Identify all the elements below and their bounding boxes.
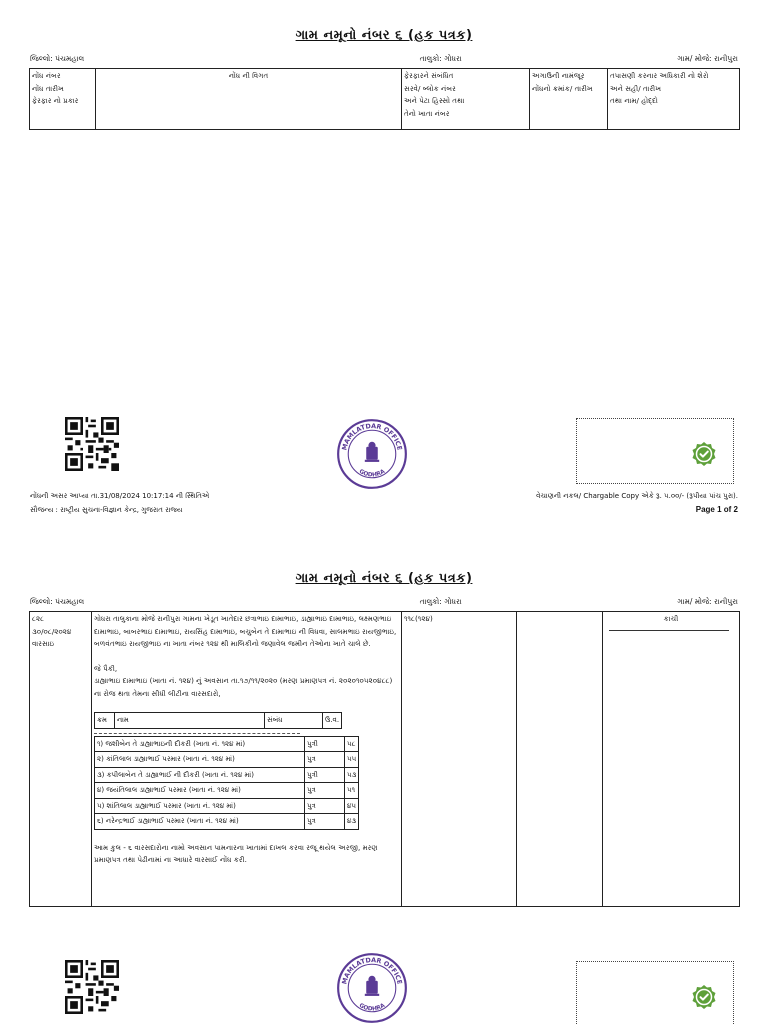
heir-relation: પુત્ર — [305, 783, 345, 799]
district-label: જિલ્લો: પંચમહાલ — [30, 54, 85, 63]
entry-survey-number: ૧૧૮(૧૨૪) — [402, 612, 517, 907]
col-officer-remarks: તપાસણી કરનાર અધિકારી નો શેરો અને સહી/ તારીખ તથા નામ/ હોદ્દો — [608, 69, 740, 130]
seal-bottom-text: GODHRA — [357, 468, 387, 479]
heir-age: ૪૩ — [345, 814, 359, 830]
entry-previous-rejected — [517, 612, 603, 907]
district-label-2: જિલ્લો: પંચમહાલ — [30, 597, 85, 606]
heirs-list — [94, 736, 359, 830]
village-label-2: ગામ/ મોજે: રાનીપુરા — [677, 597, 738, 606]
heirs-header-age: ઉ.વ. — [323, 713, 342, 729]
page-number: Page 1 of 2 — [695, 505, 738, 514]
heir-name: ૨) કાંતિલાલ ડાહ્યાભાઈ પરમાર (ખાતા નં. ૧૨૪ માં) — [95, 752, 305, 768]
seal-bottom-text-2: GODHRA — [357, 1002, 387, 1013]
entry-details — [92, 612, 402, 907]
heirs-header-name: નામ — [115, 713, 265, 729]
table-row — [95, 783, 359, 799]
status-underline — [609, 630, 729, 631]
heirs-header-relation: સંબંધ — [265, 713, 323, 729]
qr-code-icon — [65, 417, 119, 471]
heir-name: ૬) નરેન્દ્રભાઈ ડાહ્યાભાઈ પરમાર (ખાતા નં. ૧૨૪ માં) — [95, 814, 305, 830]
table-row — [95, 798, 359, 814]
heir-age: ૫૧ — [345, 783, 359, 799]
footer-courtesy-text: સૌજન્ય : રાષ્ટ્રીય સુચના-વિજ્ઞાન કેન્દ્ર, ગુજરાત રાજ્ય — [30, 506, 183, 514]
verified-check-icon — [691, 441, 717, 467]
entry-paragraph-2: જે પૈકી, ડાહ્યાભાઇ દામાભાઇ (ખાતા નં. ૧૨૪) નું અવસાન તા.૧૭/૧૧/૨૦૨૦ (મરણ પ્રમાણપત્ર નં. ૨૦૨૦૧૦૫૨૦૪૮૮) ના રોજ થતા તેમના સીધી લીટીના વારસદારો, — [94, 663, 393, 698]
entry-officer-remarks — [603, 612, 740, 907]
heir-name: ૩) કપીલાબેન તે ડાહ્યાભાઈ ની દીકરી (ખાતા નં. ૧૨૪ માં) — [95, 767, 305, 783]
heirs-header-serial: ક્રમ — [95, 713, 115, 729]
page-title-2: ગામ નમૂનો નંબર ૬ (હક પત્રક) — [295, 571, 473, 586]
mamlatdar-seal-icon-2 — [336, 952, 408, 1024]
footer-copy-text: વેચાણની નકલ/ Chargable Copy એકે રૂ. ૫.૦૦/- (રૂપીયા પાંચ પુરા). — [536, 492, 738, 500]
table-row — [95, 752, 359, 768]
mamlatdar-seal-icon — [336, 418, 408, 490]
entry-paragraph-1: ગોધરા તાલુકાના મોજે રાનીપુરા ગામના ખેડૂત ખાતેદાર છત્રાભાઇ દામાભાઇ, ડાહ્યાભાઇ દામાભાઇ, લક્ષ્મણભાઇ દામાભાઇ, બાબરભાઇ દામાભાઇ, રાયસિંહ દામાભાઇ, બચુબેન તે દામાભાઇ ની વિધવા, સાલમભાઇ રાયજીભાઇ, બળવંતભાઇ રાયજીભાઇ ના ખાતા નંબર ૧૨૪ થી માલિકીનો જણાવેલ જમીન તેઓના ખાતે ચાલે છે. — [94, 614, 397, 648]
table-row — [95, 767, 359, 783]
heir-age: ૪૫ — [345, 798, 359, 814]
heir-name: ૪) જયંતિલાલ ડાહ્યાભાઈ પરમાર (ખાતા નં. ૧૨૪ માં) — [95, 783, 305, 799]
taluka-label: તાલુકો: ગોધરા — [419, 54, 462, 63]
heir-relation: પુત્ર — [305, 814, 345, 830]
heir-age: ૫૫ — [345, 752, 359, 768]
heirs-table — [94, 712, 342, 729]
heir-age: ૫૩ — [345, 767, 359, 783]
entry-paragraph-3: આમ કુલ - ૬ વારસદારોના નામો અવસાન પામનારના ખાતામાં દાખલ કરવા રજૂ થયેલ અરજી, મરણ પ્રમાણપત્ર તથા પેઢીનામાં ના આધારે વારસાઈ નોંધ કરી. — [94, 842, 378, 864]
verified-check-icon-2 — [691, 984, 717, 1010]
table-row — [95, 814, 359, 830]
heir-relation: પુત્ર — [305, 752, 345, 768]
taluka-label-2: તાલુકો: ગોધરા — [419, 597, 462, 606]
col-entry-details: નોંધ ની વિગત — [96, 69, 402, 130]
meta-row-2 — [30, 597, 738, 607]
meta-row — [30, 54, 738, 64]
heir-name: ૧) જશીબેન તે ડાહ્યાભાઇની દીકરી (ખાતા નં. ૧૨૪ માં) — [95, 736, 305, 752]
page-title: ગામ નમૂનો નંબર ૬ (હક પત્રક) — [295, 28, 473, 43]
heir-relation: પુત્રી — [305, 767, 345, 783]
heir-relation: પુત્ર — [305, 798, 345, 814]
seal-top-text-2: MAMLATDAR OFFICE — [340, 955, 404, 986]
ledger-header-table — [29, 68, 740, 130]
col-entry-number: નોંધ નંબર નોંધ તારીખ ફેરફાર નો પ્રકાર — [30, 69, 96, 130]
village-label: ગામ/ મોજે: રાનીપુરા — [677, 54, 738, 63]
heir-name: ૫) શાંતિલાલ ડાહ્યાભાઈ પરમાર (ખાતા નં. ૧૨૪ માં) — [95, 798, 305, 814]
ledger-entry-table — [29, 611, 740, 907]
col-survey-number: ફેરફારને સંબંધિત સરવે/ બ્લોક નંબર અને પેટા હિસ્સો તથા તેનો ખાતા નંબર — [402, 69, 530, 130]
entry-status: કાચી — [663, 614, 679, 623]
seal-top-text: MAMLATDAR OFFICE — [340, 421, 404, 452]
table-row — [95, 736, 359, 752]
entry-number-date-type: ૮૨૮ ૩૦/૦૮/૨૦૨૪ વારસાઇ — [30, 612, 92, 907]
col-previous-rejected: અગાઉની નામંજૂર નોંધનો ક્રમાંક/ તારીખ — [530, 69, 608, 130]
footer-effect-text: નોંધની અસર આપ્યા તા.31/08/2024 10:17:14 ની સ્થિતિએ — [30, 492, 210, 500]
qr-code-icon-2 — [65, 960, 119, 1014]
heir-age: ૫૮ — [345, 736, 359, 752]
heirs-divider — [94, 733, 300, 734]
heir-relation: પુત્રી — [305, 736, 345, 752]
